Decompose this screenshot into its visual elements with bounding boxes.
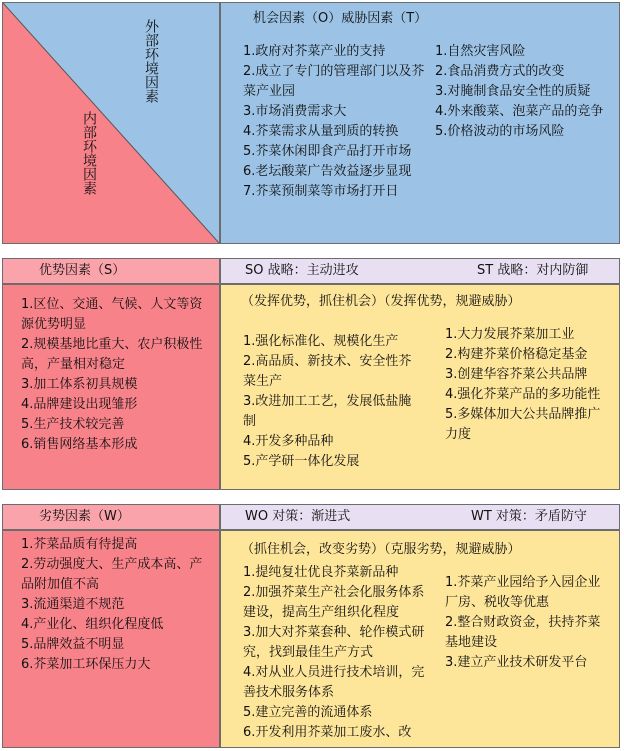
strength-item: 6.销售网络基本形成 bbox=[21, 437, 138, 452]
so-st-cell bbox=[220, 284, 620, 490]
w-header-cell bbox=[2, 504, 220, 530]
external-factors-label: 外部环境因素 bbox=[143, 19, 159, 103]
weaknesses-list bbox=[21, 535, 211, 675]
weakness-item: 4.产业化、组织化程度低 bbox=[21, 617, 164, 632]
strength-item: 2.规模基地比重大、农户积极性高，产量相对稳定 bbox=[21, 337, 203, 372]
threats-list bbox=[435, 42, 611, 142]
threat-item: 3.对腌制食品安全性的质疑 bbox=[435, 84, 591, 99]
so-item: 1.强化标准化、规模化生产 bbox=[243, 334, 399, 349]
opportunity-item: 2.成立了专门的管理部门以及芥菜产业园 bbox=[243, 64, 425, 99]
strengths-list bbox=[21, 295, 211, 455]
wo-wt-header-cell bbox=[220, 504, 620, 530]
w-header: 劣势因素（W） bbox=[39, 509, 130, 524]
opportunity-item: 6.老坛酸菜广告效益逐步显现 bbox=[243, 164, 412, 179]
s-cell bbox=[2, 284, 220, 490]
st-item: 5.多媒体加大公共品牌推广力度 bbox=[445, 407, 601, 442]
so-item: 5.产学研一体化发展 bbox=[243, 454, 360, 469]
ot-cell bbox=[220, 2, 620, 244]
internal-factors-label: 内部环境因素 bbox=[81, 111, 97, 195]
wt-item: 1.芥菜产业园给予入园企业厂房、税收等优惠 bbox=[445, 575, 601, 610]
strength-item: 3.加工体系初具规模 bbox=[21, 377, 138, 392]
wo-item: 1.提纯复壮优良芥菜新品种 bbox=[243, 565, 399, 580]
strength-item: 5.生产技术较完善 bbox=[21, 417, 125, 432]
weakness-item: 2.劳动强度大、生产成本高、产品附加值不高 bbox=[21, 557, 203, 592]
threat-item: 1.自然灾害风险 bbox=[435, 44, 526, 59]
wo-wt-subtitle: （抓住机会，改变劣势）（克服劣势，规避威胁） bbox=[241, 542, 521, 557]
so-st-header-cell bbox=[220, 258, 620, 284]
ot-header: 机会因素（O）威胁因素（T） bbox=[253, 11, 428, 26]
threat-item: 2.食品消费方式的改变 bbox=[435, 64, 565, 79]
wo-wt-cell bbox=[220, 530, 620, 748]
opportunity-item: 4.芥菜需求从量到质的转换 bbox=[243, 124, 399, 139]
st-item: 4.强化芥菜产品的多功能性 bbox=[445, 387, 601, 402]
st-list bbox=[445, 325, 611, 445]
st-item: 1.大力发展芥菜加工业 bbox=[445, 327, 575, 342]
threat-item: 4.外来酸菜、泡菜产品的竞争 bbox=[435, 104, 604, 119]
corner-cell bbox=[2, 2, 220, 244]
s-header-cell bbox=[2, 258, 220, 284]
st-header: ST 战略：对内防御 bbox=[477, 263, 589, 278]
opportunities-list bbox=[243, 42, 431, 202]
weakness-item: 3.流通渠道不规范 bbox=[21, 597, 125, 612]
wo-item: 2.加强芥菜生产社会化服务体系建设，提高生产组织化程度 bbox=[243, 585, 425, 620]
strength-item: 4.品牌建设出现雏形 bbox=[21, 397, 138, 412]
s-header: 优势因素（S） bbox=[39, 263, 126, 278]
so-item: 3.改进加工工艺，发展低盐腌制 bbox=[243, 394, 412, 429]
opportunity-item: 3.市场消费需求大 bbox=[243, 104, 347, 119]
wo-item: 4.对从业人员进行技术培训，完善技术服务体系 bbox=[243, 665, 425, 700]
wo-list bbox=[243, 563, 435, 743]
so-item: 2.高品质、新技术、安全性芥菜生产 bbox=[243, 354, 412, 389]
wt-item: 2.整合财政资金，扶持芥菜基地建设 bbox=[445, 615, 601, 650]
wt-list bbox=[445, 573, 611, 673]
w-cell bbox=[2, 530, 220, 748]
opportunity-item: 1.政府对芥菜产业的支持 bbox=[243, 44, 386, 59]
wo-header: WO 对策：渐进式 bbox=[245, 509, 351, 524]
opportunity-item: 7.芥菜预制菜等市场打开日 bbox=[243, 184, 399, 199]
weakness-item: 1.芥菜品质有待提高 bbox=[21, 537, 138, 552]
weakness-item: 5.品牌效益不明显 bbox=[21, 637, 125, 652]
corner-diagonal bbox=[3, 3, 219, 243]
wo-item: 6.开发利用芥菜加工废水、改 bbox=[243, 725, 412, 740]
threat-item: 5.价格波动的市场风险 bbox=[435, 124, 565, 139]
wo-item: 5.建立完善的流通体系 bbox=[243, 705, 373, 720]
so-header: SO 战略：主动进攻 bbox=[245, 263, 359, 278]
strength-item: 1.区位、交通、气候、人文等资源优势明显 bbox=[21, 297, 203, 332]
so-list bbox=[243, 332, 421, 472]
st-item: 2.构建芥菜价格稳定基金 bbox=[445, 347, 588, 362]
wt-item: 3.建立产业技术研发平台 bbox=[445, 655, 588, 670]
opportunity-item: 5.芥菜休闲即食产品打开市场 bbox=[243, 144, 412, 159]
so-item: 4.开发多种品种 bbox=[243, 434, 334, 449]
wt-header: WT 对策：矛盾防守 bbox=[471, 509, 587, 524]
wo-item: 3.加大对芥菜套种、轮作模式研究，找到最佳生产方式 bbox=[243, 625, 425, 660]
st-item: 3.创建华容芥菜公共品牌 bbox=[445, 367, 588, 382]
so-st-subtitle: （发挥优势，抓住机会）（发挥优势，规避威胁） bbox=[241, 294, 521, 309]
weakness-item: 6.芥菜加工环保压力大 bbox=[21, 657, 151, 672]
